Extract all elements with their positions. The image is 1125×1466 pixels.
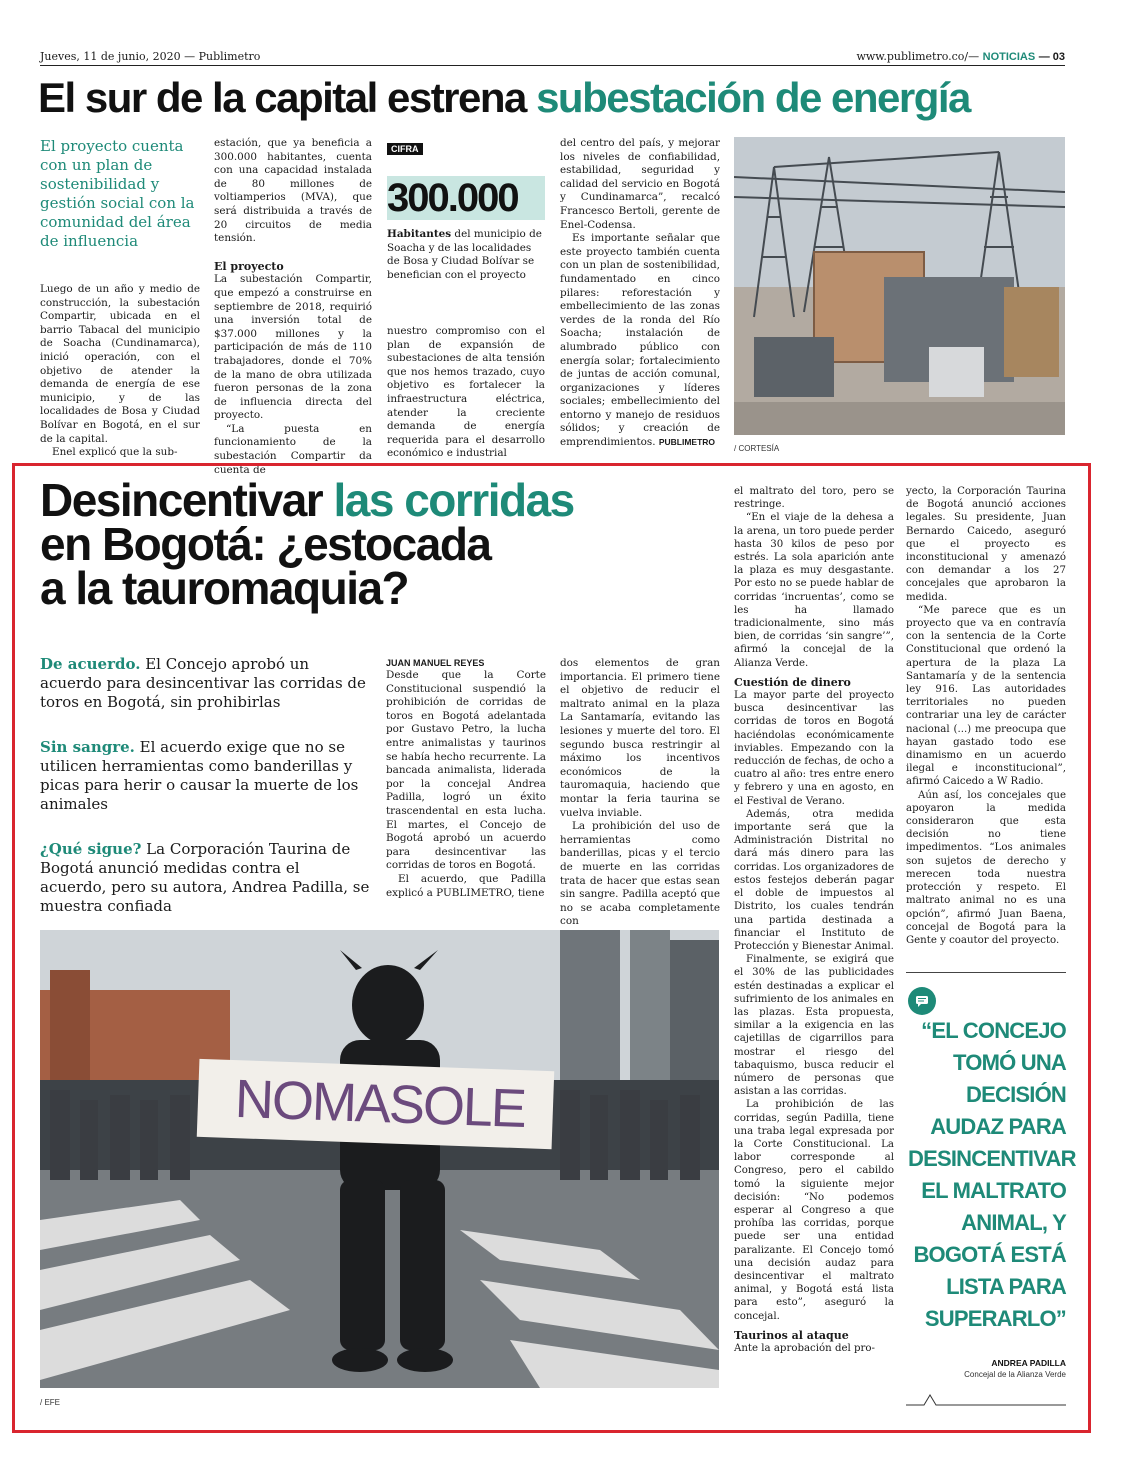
article1-col1-p1: Luego de un año y medio de construcción, la subestación Compartir, ubicada en el barrio Tabacal del municipio de Soacha (Cundinamarca), inició operación, con el objetivo de atender la demanda de energía de ese municipio, y de las localidades de Bosa y Ciudad Bolívar en Bogotá, en el sur de la capital.	[40, 283, 200, 445]
pull-quote-rule	[906, 1391, 1066, 1407]
substation-illustration	[734, 137, 1065, 435]
article1-col1	[40, 283, 200, 460]
article2-colD	[906, 485, 1066, 947]
cifra-caption-bold: Habitantes	[387, 228, 452, 240]
cifra-box	[387, 137, 547, 282]
cifra-caption	[387, 228, 547, 282]
header-page-number: — 03	[1038, 51, 1065, 63]
pull-quote-author: ANDREA PADILLA	[991, 1358, 1066, 1368]
article2-colC-p5: Finalmente, se exigirá que el 30% de las publicidades estén destinadas a explicar el sufrimiento de los animales en las plazas. Esta propuesta, similar a la exigencia en las cajetillas de cigarrillos para mostrar el riesgo del tabaquismo, busca reducir el número de personas que asistan a las corridas.	[734, 954, 894, 1098]
article1-col4	[560, 137, 720, 450]
article2-colC-p7: Ante la aprobación del pro-	[734, 1343, 875, 1354]
article2-colC-p2: “En el viaje de la dehesa a la arena, un toro puede perder hasta 30 kilos de peso por estrés. La sola aparición ante la plaza es muy desgastante. Por esto no se puede hablar de corridas ‘incruentas’, como se les ha llamado tradicionalmente, sino más bien, de corridas ‘sin sangre’”, afirmó la concejal de la Alianza Verde.	[734, 512, 894, 669]
speech-bubble-icon	[908, 987, 936, 1015]
summary-lead-1: De acuerdo.	[40, 655, 141, 673]
cifra-number: 300.000	[387, 176, 545, 220]
summary-text-1: El Concejo aprobó un acuerdo para desincentivar las corridas de toros en Bogotá, sin prohibirlas	[40, 655, 366, 711]
article1-headline	[38, 72, 1068, 124]
protest-photo-credit: / EFE	[40, 1398, 61, 1407]
article2-colA-p1: Desde que la Corte Constitucional suspendió la prohibición de corridas de toros en Bogotá adelantada por Gustavo Petro, la lucha entre animalistas y taurinos se había hecho recurrente. La bancada animalista, liderada por la concejal Andrea Padilla, logró un éxito trascendental en esta lucha. El martes, el Concejo de Bogotá aprobó un acuerdo para desincentivar las corridas de toros en Bogotá.	[386, 669, 546, 872]
article1-col4-sign: PUBLIMETRO	[658, 437, 716, 448]
article2-headline	[40, 474, 730, 614]
cifra-label: CIFRA	[387, 143, 423, 155]
article1-summary: El proyecto cuenta con un plan de sostenibilidad y gestión social con la comunidad del área de influencia	[40, 137, 195, 250]
article2-colB	[560, 657, 720, 929]
article2-colD-p1: yecto, la Corporación Taurina de Bogotá anunció acciones legales. Su presidente, Juan Bernardo Caicedo, aseguró que el proyecto es inconstitucional y amenazó con demandar a los 27 concejales que aprobaron la medida.	[906, 486, 1066, 603]
article2-headline-black: Desincentivar	[40, 474, 323, 526]
article2-colB-p1: dos elementos de gran importancia. El primero tiene el objetivo de reducir el maltrato animal en la plaza La Santamaría, evitando las lesiones y muerte del toro. El segundo busca restringir al máximo los incentivos económicos de la tauromaquia, haciendo que montar la feria taurina se vuelva inviable.	[560, 657, 720, 819]
article2-headline-line2: en Bogotá: ¿estocada	[40, 518, 491, 570]
article1-col4-p1: del centro del país, y mejorar los niveles de confiabilidad, estabilidad, seguridad y calidad del servicio en Bogotá y Cundinamarca”, recalcó Francesco Bertoli, gerente de Enel-Codensa.	[560, 137, 720, 231]
running-header	[40, 50, 1065, 66]
substation-photo	[734, 137, 1065, 435]
article1-col2-p3: “La puesta en funcionamiento de la subestación Compartir da cuenta de	[214, 422, 372, 476]
pull-quote-text: “EL CONCEJO TOMÓ UNA DECISIÓN AUDAZ PARA DESINCENTIVAR EL MALTRATO ANIMAL, Y BOGOTÁ ESTÁ LISTA PARA SUPERARLO”	[908, 1018, 1076, 1331]
article2-headline-line3: a la tauromaquia?	[40, 562, 409, 614]
article2-colC	[734, 485, 894, 1355]
article2-colC-p3: La mayor parte del proyecto busca desincentivar las corridas de toros en Bogotá haciéndolas económicamente inviables. Empezando con la reducción de fechas, de ocho a cuatro al año: tres entre enero y febrero y una en agosto, en el Festival de Verano.	[734, 690, 894, 807]
article1-col1-p2: Enel explicó que la sub-	[52, 446, 178, 459]
article1-col4-p2	[560, 232, 720, 450]
article2-colA	[386, 657, 546, 900]
article2-colC-subhead1: Cuestión de dinero	[734, 675, 851, 689]
protest-photo	[40, 930, 719, 1388]
article1-headline-teal: subestación de energía	[536, 74, 970, 121]
header-website[interactable]: www.publimetro.co/—	[856, 50, 980, 63]
article2-colC-p6: La prohibición de las corridas, según Padilla, tiene una traba legal expresada por la Corte Constitucional. La labor corresponde al Congreso, pero el cabildo tomó la siguiente mejor decisión: “No podemos esperar al Congreso a que prohíba las corridas, porque puede ser una entidad paralizante. El Concejo tomó una decisión audaz para desincentivar el maltrato animal, y Bogotá está lista para esto”, aseguró la concejal.	[734, 1099, 894, 1322]
article1-col2-p2: La subestación Compartir, que empezó a construirse en septiembre de 2018, requirió una inversión total de $37.000 millones y la participación de más de 110 trabajadores, donde el 70% de la mano de obra utilizada fueron personas de la zona de influencia directa del proyecto.	[214, 273, 372, 422]
article2-headline-teal: las corridas	[333, 474, 574, 526]
pull-quote-role: Concejal de la Alianza Verde	[964, 1370, 1066, 1379]
article2-colC-subhead2: Taurinos al ataque	[734, 1328, 849, 1342]
summary-item-2	[40, 738, 370, 814]
article2-summary	[40, 655, 370, 916]
article2-colD-p2: “Me parece que es un proyecto que va en contravía con la sentencia de la Corte Constitucional que ordenó la apertura de la plaza La Santamaría y de la sentencia ley 916. Las autoridades territoriales no pueden contrariar una ley de carácter nacional (...) me preocupa que hayan gastado todo ese dinamismo en un acuerdo ilegal e inconstitucional”, afirmó Caicedo a W Radio.	[906, 604, 1066, 788]
pull-quote	[906, 972, 1076, 1412]
summary-text-3: La Corporación Taurina de Bogotá anunció medidas contra el acuerdo, pero su autora, Andrea Padilla, se muestra confiada	[40, 840, 370, 915]
substation-photo-credit: / CORTESÍA	[734, 444, 780, 453]
summary-item-1	[40, 655, 370, 712]
article1-col2-subhead: El proyecto	[214, 259, 284, 273]
header-date: Jueves, 11 de junio, 2020 — Publimetro	[40, 50, 261, 63]
article1-col2	[214, 137, 372, 477]
article2-colC-p1: el maltrato del toro, pero se restringe.	[734, 486, 894, 511]
article2-byline: JUAN MANUEL REYES	[386, 658, 485, 668]
summary-lead-3: ¿Qué sigue?	[40, 840, 142, 858]
summary-item-3	[40, 840, 370, 916]
article2-colA-p2: El acuerdo, que Padilla explicó a PUBLIMETRO, tiene	[386, 872, 546, 899]
article2-colB-p2: La prohibición del uso de herramientas como banderillas, picas y el tercio de muerte en las corridas trata de hacer que estas sean sin sangre. Padilla aceptó que no se acaba completamente con	[560, 820, 720, 928]
summary-lead-2: Sin sangre.	[40, 738, 135, 756]
article1-headline-black: El sur de la capital estrena	[38, 74, 526, 121]
article2-colC-p4: Además, otra medida importante será que la Administración Distrital no dará más dinero para las corridas. Los organizadores de estos festejos deberán pagar el doble de impuestos al Distrito, los cuales tendrán una partida destinada a financiar el Instituto de Protección y Bienestar Animal.	[734, 808, 894, 952]
cifra-caption-text: del municipio de Soacha y de las localidades de Bosa y Ciudad Bolívar se benefician con el proyecto	[387, 228, 542, 281]
protest-illustration	[40, 930, 719, 1388]
protest-sign-text: NOMASOLE	[233, 1068, 526, 1140]
article1-col3-p1: nuestro compromiso con el plan de expansión de subestaciones de alta tensión que nos hemos trazado, cuyo objetivo es fortalecer la infraestructura eléctrica, atender la creciente demanda de energía requerida para el desarrollo económico e industrial	[387, 325, 545, 460]
article1-col3	[387, 325, 545, 461]
article1-col4-p2-text: Es importante señalar que este proyecto también cuenta con un plan de sostenibilidad, fundamentado en cinco pilares: reforestación y embellecimiento de las zonas verdes de la ronda del Río Soacha; instalación de alumbrado público con energía solar; fortalecimiento de juntas de acción comunal, organizaciones y líderes sociales; embellecimiento del entorno y manejo de residuos sólidos; y creación de emprendimientos.	[560, 232, 720, 449]
header-section: NOTICIAS	[982, 51, 1036, 63]
article2-headline-line1	[40, 474, 730, 526]
header-right	[856, 50, 1065, 63]
summary-text-2: El acuerdo exige que no se utilicen herramientas como banderillas y picas para herir o causar la muerte de los animales	[40, 738, 359, 813]
article2-colD-p3: Aún así, los concejales que apoyaron la medida consideraron que esta decisión no tiene impedimentos. “Los animales son sujetos de derecho y merecen toda nuestra protección y respeto. El maltrato animal no es una opción”, afirmó Juan Baena, concejal de Bogotá para la Gente y coautor del proyecto.	[906, 789, 1066, 946]
article1-col2-p1: estación, que ya beneficia a 300.000 habitantes, cuenta con una capacidad instalada de 80 millones de voltiamperios (MVA), que será distribuida a través de 20 circuitos de media tensión.	[214, 137, 372, 245]
